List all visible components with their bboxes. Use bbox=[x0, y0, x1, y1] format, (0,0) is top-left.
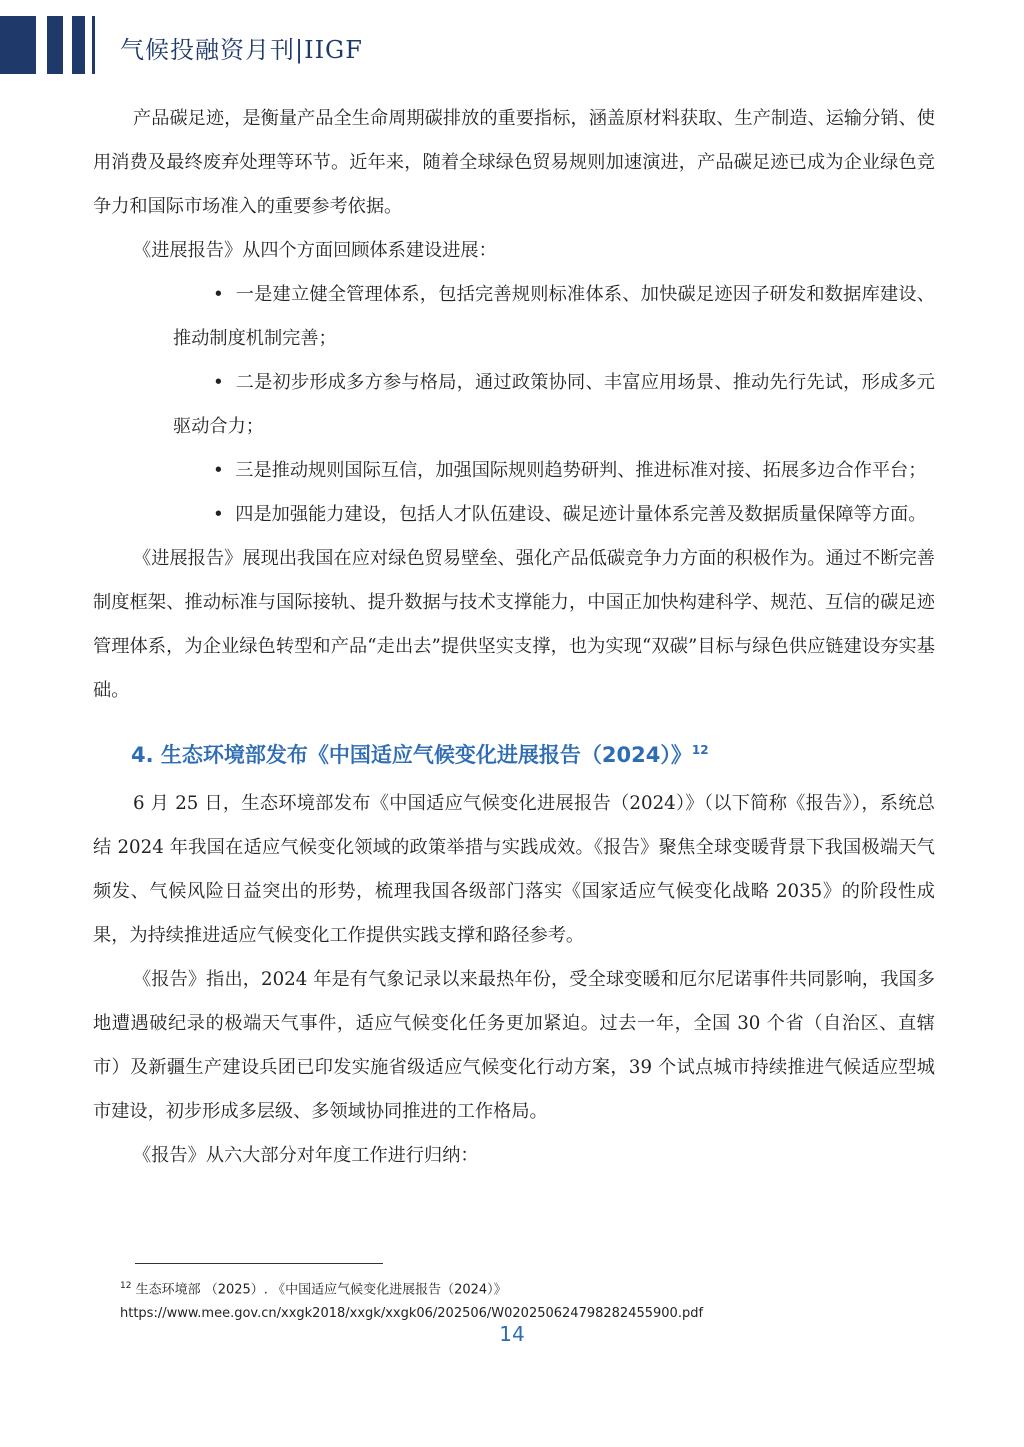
paragraph-carbon-footprint: 产品碳足迹，是衡量产品全生命周期碳排放的重要指标，涵盖原材料获取、生产制造、运输分销、使用消费及最终废弃处理等环节。近年来，随着全球绿色贸易规则加速演进，产品碳足迹已成为企业绿色竞争力和国际市场准入的重要参考依据。 bbox=[93, 108, 935, 217]
footnote-reference[interactable]: 12 bbox=[691, 743, 709, 757]
header-decor-bar bbox=[92, 16, 95, 74]
bullet-dot-icon: • bbox=[213, 504, 236, 525]
footnote-url[interactable]: https://www.mee.gov.cn/xxgk2018/xxgk/xxgk06/202506/W020250624798282455900.pdf bbox=[120, 1306, 704, 1322]
paragraph-report-release: 6 月 25 日，生态环境部发布《中国适应气候变化进展报告（2024）》（以下简称《报告》），系统总结 2024 年我国在适应气候变化领域的政策举措与实践成效。《报告》聚焦全球变暖背景下我国极端天气频发、气候风险日益突出的形势，梳理我国各级部门落实《国家适应气候变化战略 2035》的阶段性成果，为持续推进适应气候变化工作提供实践支撑和路径参考。 bbox=[93, 793, 935, 946]
footnote-citation: $^{12}$ 生态环境部 （2025）. 《中国适应气候变化进展报告（2024）》 bbox=[120, 1281, 507, 1298]
header-decor-bar bbox=[0, 16, 36, 74]
paragraph-progress-intro: 《进展报告》从四个方面回顾体系建设进展： bbox=[133, 240, 497, 261]
bullet-item: • 四是加强能力建设，包括人才队伍建设、碳足迹计量体系完善及数据质量保障等方面。 bbox=[213, 504, 927, 525]
footnote bbox=[120, 1274, 920, 1326]
document-body bbox=[93, 97, 935, 1178]
bullet-item: • 三是推动规则国际互信，加强国际规则趋势研判、推进标准对接、拓展多边合作平台； bbox=[213, 460, 927, 481]
bullet-item: • 一是建立健全管理体系，包括完善规则标准体系、加快碳足迹因子研发和数据库建设、推动制度机制完善； bbox=[173, 284, 935, 349]
paragraph-report-findings: 《报告》指出，2024 年是有气象记录以来最热年份，受全球变暖和厄尔尼诺事件共同影响，我国多地遭遇破纪录的极端天气事件，适应气候变化任务更加紧迫。过去一年，全国 30 个省（自治区、直辖市）及新疆生产建设兵团已印发实施省级适应气候变化行动方案，39 个试点城市持续推进气候适应型城市建设，初步形成多层级、多领域协同推进的工作格局。 bbox=[93, 969, 935, 1122]
paragraph-report-structure: 《报告》从六大部分对年度工作进行归纳： bbox=[133, 1145, 479, 1166]
publication-title: 气候投融资月刊|IIGF bbox=[120, 36, 363, 64]
bullet-dot-icon: • bbox=[213, 460, 236, 481]
paragraph-progress-summary: 《进展报告》展现出我国在应对绿色贸易壁垒、强化产品低碳竞争力方面的积极作为。通过不断完善制度框架、推动标准与国际接轨、提升数据与技术支撑能力，中国正加快构建科学、规范、互信的碳足迹管理体系，为企业绿色转型和产品“走出去”提供坚实支撑，也为实现“双碳”目标与绿色供应链建设夯实基础。 bbox=[93, 548, 935, 701]
bullet-item: • 二是初步形成多方参与格局，通过政策协同、丰富应用场景、推动先行先试，形成多元驱动合力； bbox=[173, 372, 935, 437]
header-decor-bar bbox=[47, 16, 63, 74]
page-number: 14 bbox=[499, 1322, 525, 1346]
bullet-dot-icon: • bbox=[213, 284, 236, 305]
bullet-dot-icon: • bbox=[213, 372, 236, 393]
header-decor-bar bbox=[72, 16, 85, 74]
section-heading: 4. 生态环境部发布《中国适应气候变化进展报告（2024）》$^{12}$ bbox=[131, 743, 709, 767]
page-header bbox=[0, 0, 1024, 80]
footnote-divider bbox=[135, 1263, 383, 1264]
